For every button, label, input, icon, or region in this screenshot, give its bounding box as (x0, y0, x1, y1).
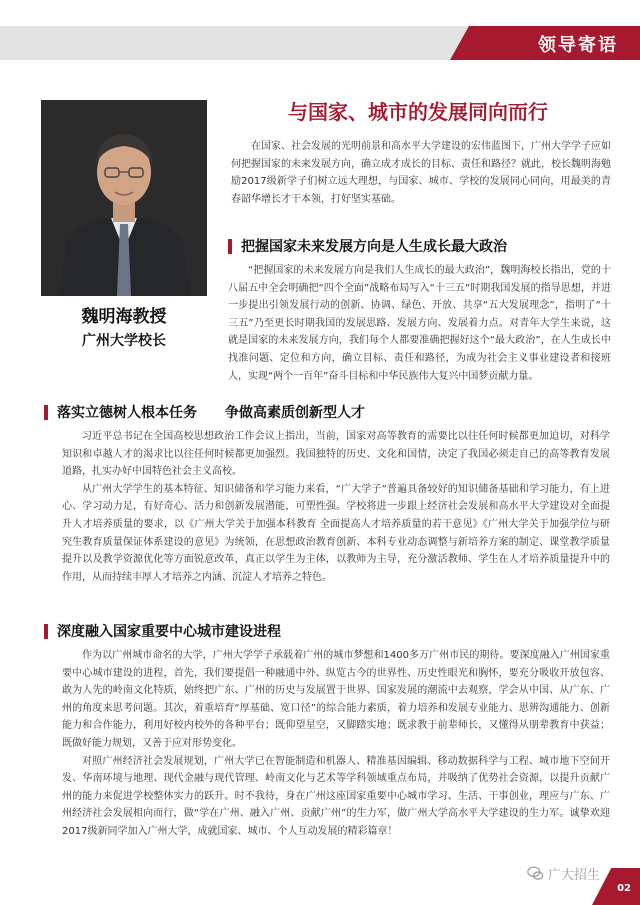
page-number: 02 (617, 883, 631, 894)
body-paragraph: “把握国家的未来发展方向是我们人生成长的最大政治”，魏明海校长指出，党的十八届五中全会明确把“四个全面”战略布局写入“十三五”时期我国发展的指导思想，并进一步提出引领发展行动的创新、协调、绿色、开放、共享“五大发展理念”，指明了“十三五”乃至更长时期我国的发展思路、发展方向、发展着力点。对青年大学生来说，这就是国家的未来发展方向，我们每个人都要准确把握好这个“最大政治”，在人生成长中找准问题、定位和方向，确立目标、责任和路径，为成为社会主义事业建设者和接班人，实现“两个一百年”奋斗目标和中华民族伟大复兴中国梦贡献力量。 (228, 265, 611, 382)
body-paragraph: 对照广州经济社会发展规划，广州大学已在智能制造和机器人、精准基因编辑、移动数据科学与工程、城市地下空间开发、华南环境与地理、现代金融与现代管理、岭南文化与艺术等学科领域重点布局，并吸纳了优势社会资源，以提升贡献广州的能力来促进学校整体实力的跃升。时不我待，身在广州这座国家重要中心城市学习、生活、干事创业，理应与广东、广州经济社会发展相向而行，做“学在广州、融入广州、贡献广州”的生力军，做广州大学高水平大学建设的生力军。诚挚欢迎2017级新同学加入广州大学，成就国家、城市、个人互动发展的精彩篇章！ (62, 755, 610, 837)
heading-marker (228, 239, 232, 254)
section-heading-3 (44, 621, 281, 641)
body-paragraph: 从广州大学学生的基本特征、知识储备和学习能力来看，“广大学子”普遍具备较好的知识储备基础和学习能力，有上进心、学习动力足，有好奇心、活力和创新发展潜能，可塑性强。学校将进一步跟上经济社会发展和高水平大学建设对全面提升人才培养质量的要求，以《广州大学关于加强本科教育 全面提高人才培养质量的若干意见》《广州大学关于加强学位与研究生教育质量保证体系建设的意见》为统领，在思想政治教育创新、本科专业动态调整与新培养方案的制定、课堂教学质量提升以及教学资源优化等方面锐意改革，真正以学生为主体，以教师为主导，充分激活教师、学生在人才培养质量提升中的作用，从而持续丰厚人才培养之内涵、沉淀人才培养之特色。 (62, 483, 610, 583)
header-grey-band (0, 26, 500, 60)
body-paragraph: 习近平总书记在全国高校思想政治工作会议上指出，当前，国家对高等教育的需要比以往任何时候都更加迫切，对科学知识和卓越人才的渴求比以往任何时候都更加强烈。我国独特的历史、文化和国情，决定了我国必须走自己的高等教育发展道路，扎实办好中国特色社会主义高校。 (62, 431, 610, 478)
section-heading-text: 落实立德树人根本任务 争做高素质创新型人才 (57, 405, 365, 421)
section-heading-2 (44, 402, 365, 422)
section-heading-1 (228, 236, 611, 256)
intro-paragraph: 在国家、社会发展的光明前景和高水平大学建设的宏伟蓝图下，广州大学学子应如何把握国家的未来发展方向，确立成才成长的目标、责任和路径？就此，校长魏明海勉励2017级新学子们树立远大理想，与国家、城市、学校的发展同心同向，用最美的青春韶华增长才干本领，打好坚实基础。 (231, 141, 611, 205)
heading-marker (44, 405, 48, 420)
heading-marker (44, 624, 48, 639)
body-paragraph: 作为以广州城市命名的大学，广州大学学子承载着广州的城市梦想和1400多万广州市民的期待。要深度融入广州国家重要中心城市建设的进程，首先，我们要提倡一种融通中外、纵览古今的世界性、历史性眼光和胸怀，要充分吸收开放包容、敢为人先的岭南文化特质，始终把广东、广州的历史与发展置于世界、国家发展的潮流中去观察，学会从中国、从广东、广州的角度来思考问题。其次，着重培育“厚基础、宽口径”的综合能力素质，着力培养和发展专业能力、思辨沟通能力、创新能力和合作能力，利用好校内校外的各种平台；既仰望星空，又脚踏实地；既求教于前辈师长，又懂得从朋辈教育中获益；既做好能力规划，又善于应对形势变化。 (62, 650, 610, 749)
section-label: 领导寄语 (538, 35, 618, 56)
president-role: 广州大学校长 (82, 333, 166, 349)
watermark-text: 广大招生 (548, 868, 601, 883)
wechat-icon (527, 865, 544, 882)
wechat-watermark (527, 864, 600, 883)
president-name: 魏明海教授 (81, 307, 167, 327)
section-body-3 (62, 647, 610, 841)
section-heading-text: 把握国家未来发展方向是人生成长最大政治 (241, 239, 507, 255)
section-heading-text: 深度融入国家重要中心城市建设进程 (57, 624, 281, 640)
article-title: 与国家、城市的发展同向而行 (288, 100, 548, 124)
section-body-2 (62, 428, 610, 586)
president-portrait (41, 100, 207, 296)
intro-block (231, 138, 611, 208)
section-body-1 (228, 262, 611, 385)
